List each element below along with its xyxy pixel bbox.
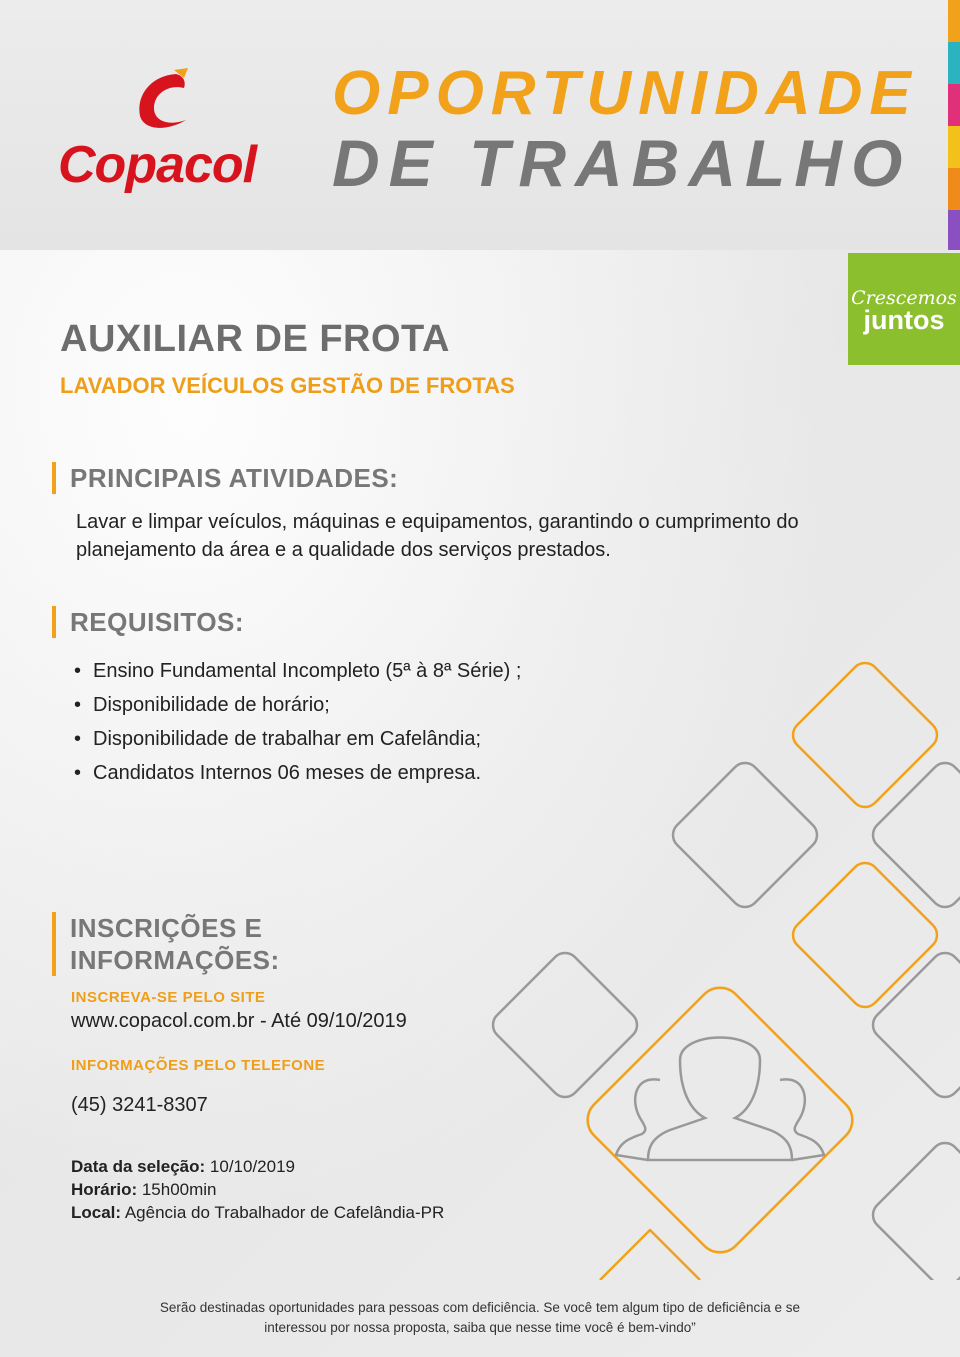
requirements-list [74,654,521,790]
color-stripe-3 [948,84,960,126]
footer-note [80,1298,880,1338]
selection-date [71,1155,295,1178]
selection-time-value: 15h00min [137,1180,217,1199]
diamond-shape [867,757,960,913]
selection-place-label: Local: [71,1203,122,1222]
site-text: www.copacol.com.br - Até 09/10/2019 [71,1010,407,1032]
diamond-shape [867,1137,960,1280]
signup-heading-line-1: INSCRIÇÕES E [70,913,263,943]
diamond-shape [787,857,943,1013]
selection-date-value: 10/10/2019 [205,1157,295,1176]
list-item: • Ensino Fundamental Incompleto (5ª à 8ª Série) ; [74,654,521,688]
job-title: AUXILIAR DE FROTA [60,318,450,360]
selection-place [71,1201,444,1224]
people-icon [616,1038,824,1161]
copacol-logo: Copacol [58,136,257,194]
decorative-diamonds [470,660,960,1280]
footer-line-2: interessou por nossa proposta, saiba que nesse time você é bem-vindo” [264,1320,696,1335]
signup-heading-line-2: INFORMAÇÕES: [70,945,280,975]
activities-heading: PRINCIPAIS ATIVIDADES: [52,462,398,494]
color-stripe-6 [948,210,960,250]
site-label: INSCREVA-SE PELO SITE [71,989,266,1006]
selection-time [71,1178,217,1201]
signup-heading [52,912,280,976]
diamond-shape [667,757,823,913]
diamond-shape [787,660,943,813]
list-item: • Candidatos Internos 06 meses de empresa. [74,756,521,790]
list-item: • Disponibilidade de trabalhar em Cafelândia; [74,722,521,756]
title-line-1: OPORTUNIDADE [332,59,918,128]
diamond-shape [579,979,862,1262]
diamond-shape [600,1230,700,1280]
title-line-2: DE TRABALHO [332,126,912,200]
color-stripe-1 [948,0,960,42]
activities-text: Lavar e limpar veículos, máquinas e equipamentos, garantindo o cumprimento do planejamento da área e a qualidade dos serviços prestados. [76,511,799,561]
selection-place-value: Agência do Trabalhador de Cafelândia-PR [121,1203,445,1222]
badge-line-2: juntos [863,305,945,335]
selection-date-label: Data da seleção: [71,1157,206,1176]
job-subtitle: LAVADOR VEÍCULOS GESTÃO DE FROTAS [60,373,515,398]
copacol-swoosh-icon [130,66,202,138]
footer-line-1: Serão destinadas oportunidades para pessoas com deficiência. Se você tem algum tipo de deficiência e se [159,1300,801,1315]
badge-line-1: Crescemos [851,287,957,309]
color-stripe-4 [948,126,960,168]
diamond-shape [867,947,960,1103]
phone-label: INFORMAÇÕES PELO TELEFONE [71,1057,326,1074]
requirements-heading: REQUISITOS: [52,606,244,638]
phone-number: (45) 3241-8307 [71,1094,208,1116]
selection-time-label: Horário: [71,1180,138,1199]
crescemos-juntos-badge [848,253,960,365]
list-item: • Disponibilidade de horário; [74,688,521,722]
color-stripe-2 [948,42,960,84]
color-stripe-5 [948,168,960,210]
